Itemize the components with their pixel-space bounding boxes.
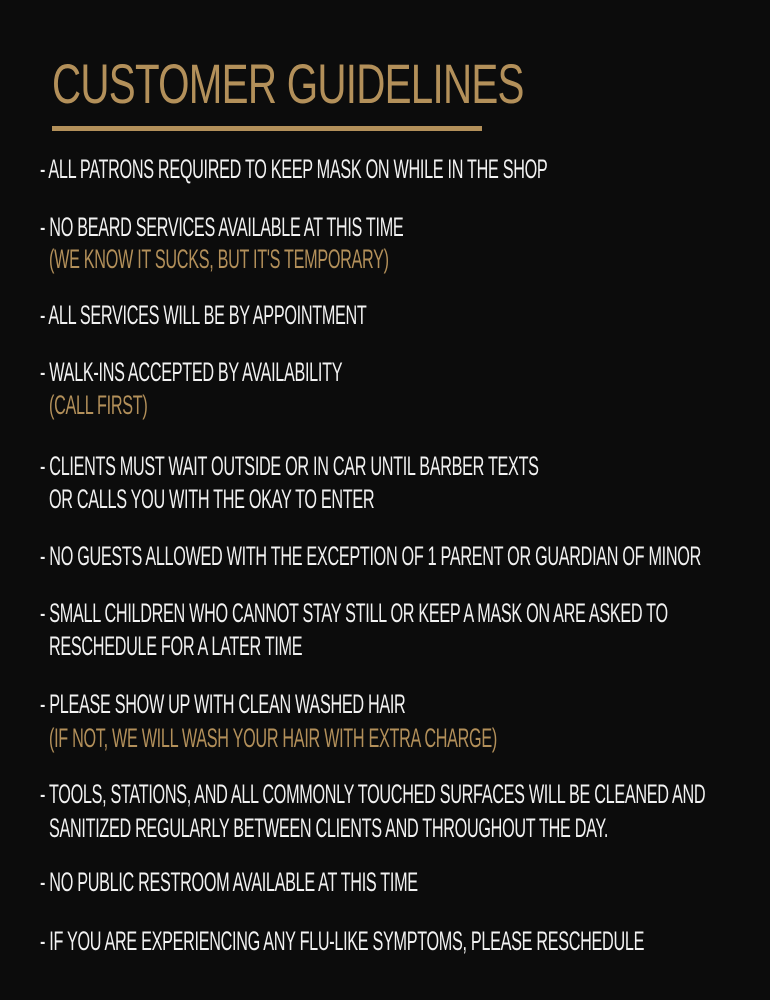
guideline-4-line-1: - WALK-INS ACCEPTED BY AVAILABILITY (40, 357, 343, 387)
guideline-7-line-2: RESCHEDULE FOR A LATER TIME (49, 631, 303, 661)
guideline-11-line-1: - IF YOU ARE EXPERIENCING ANY FLU-LIKE SYMPTOMS, PLEASE RESCHEDULE (40, 926, 645, 956)
guideline-1-line-1: - ALL PATRONS REQUIRED TO KEEP MASK ON WHILE IN THE SHOP (40, 154, 548, 184)
guideline-5-line-1: - CLIENTS MUST WAIT OUTSIDE OR IN CAR UNTIL BARBER TEXTS (40, 451, 539, 481)
guideline-10-line-1: - NO PUBLIC RESTROOM AVAILABLE AT THIS TIME (40, 867, 418, 897)
guideline-5-line-2: OR CALLS YOU WITH THE OKAY TO ENTER (49, 484, 375, 514)
guideline-8-note: (IF NOT, WE WILL WASH YOUR HAIR WITH EXTRA CHARGE) (49, 723, 497, 753)
guideline-7-line-1: - SMALL CHILDREN WHO CANNOT STAY STILL OR KEEP A MASK ON ARE ASKED TO (40, 598, 668, 628)
guideline-3-line-1: - ALL SERVICES WILL BE BY APPOINTMENT (40, 300, 367, 330)
guideline-9-line-2: SANITIZED REGULARLY BETWEEN CLIENTS AND THROUGHOUT THE DAY. (49, 813, 609, 843)
guideline-4-note: (CALL FIRST) (49, 390, 148, 420)
title-underline (52, 126, 482, 131)
guideline-8-line-1: - PLEASE SHOW UP WITH CLEAN WASHED HAIR (40, 689, 406, 719)
guideline-2-note: (WE KNOW IT SUCKS, BUT IT'S TEMPORARY) (49, 244, 389, 274)
guideline-9-line-1: - TOOLS, STATIONS, AND ALL COMMONLY TOUCHED SURFACES WILL BE CLEANED AND (40, 779, 706, 809)
guideline-6-line-1: - NO GUESTS ALLOWED WITH THE EXCEPTION OF 1 PARENT OR GUARDIAN OF MINOR (40, 541, 701, 571)
page-title: CUSTOMER GUIDELINES (52, 52, 524, 115)
guideline-2-line-1: - NO BEARD SERVICES AVAILABLE AT THIS TIME (40, 212, 404, 242)
